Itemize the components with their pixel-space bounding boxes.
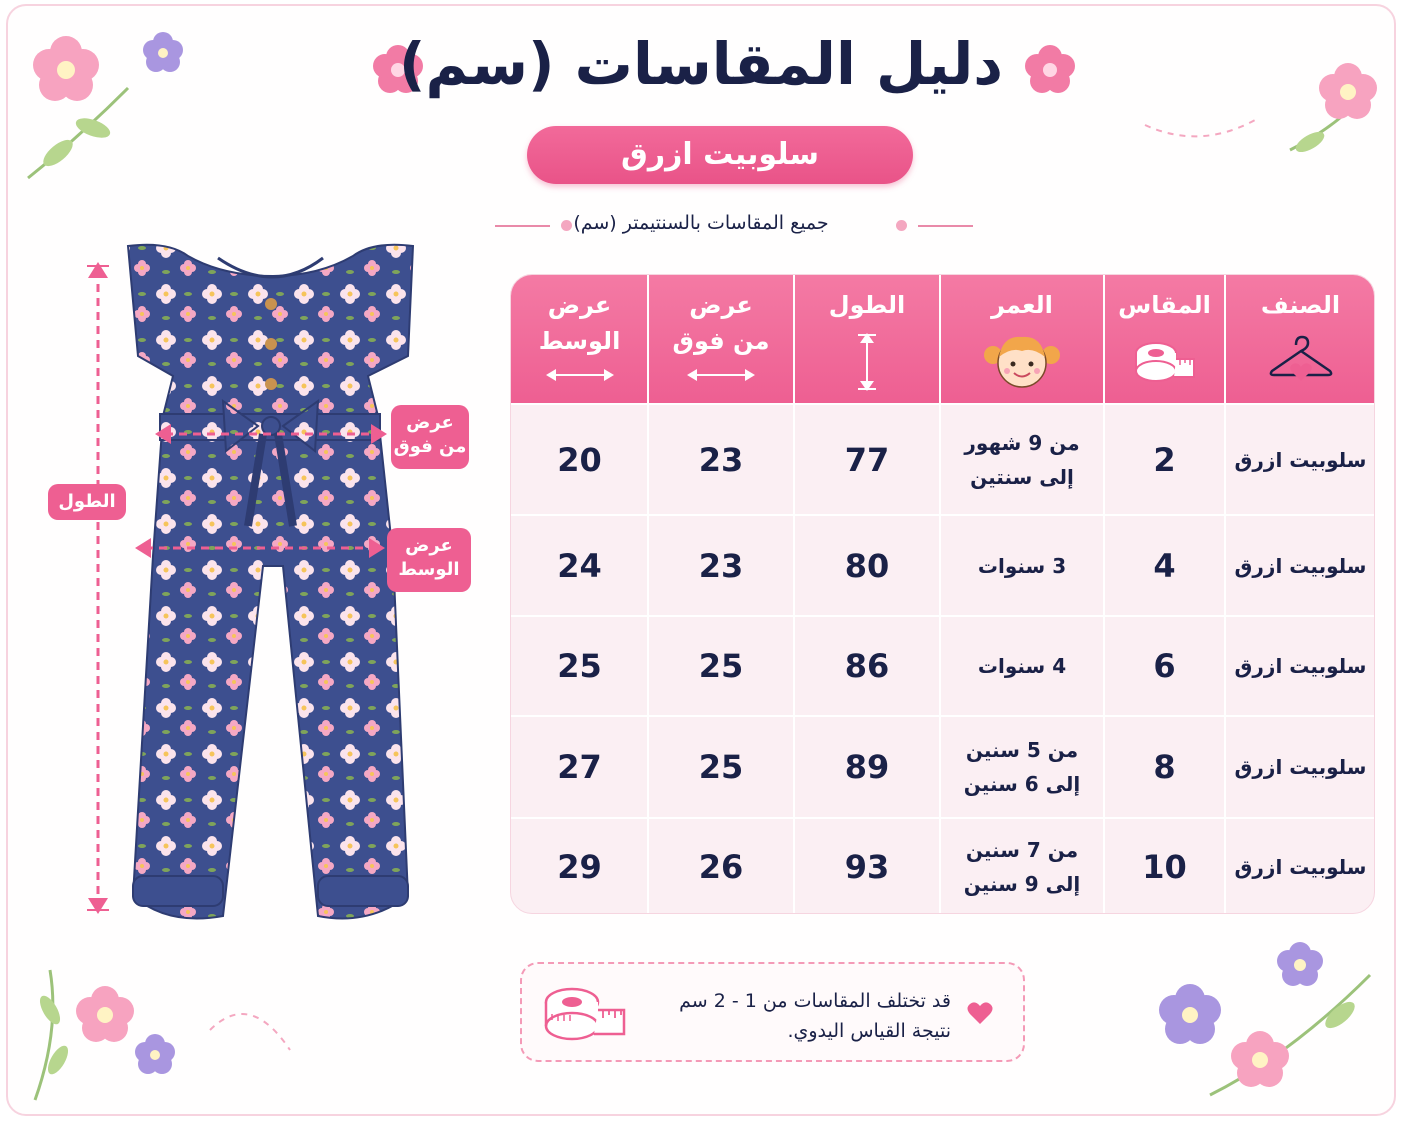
- measurement-tip-box: [520, 962, 1025, 1062]
- horizontal-arrow-icon: [546, 367, 614, 383]
- header-length: [794, 275, 940, 403]
- top-width-cell: 23: [698, 440, 744, 479]
- length-cell: 89: [844, 748, 890, 786]
- size-table: [510, 274, 1375, 914]
- header-line: عرض: [689, 291, 753, 319]
- age-line: 4 سنوات: [977, 654, 1067, 678]
- header-waist-width: [511, 275, 648, 403]
- header-size-label: المقاس: [1118, 291, 1211, 319]
- header-age: [940, 275, 1104, 403]
- header-top-width-label: [648, 287, 794, 359]
- table-row: [511, 615, 1375, 715]
- waist-width-tag-line: الوسط: [398, 559, 460, 580]
- top-width-cell: 25: [698, 647, 744, 685]
- flower-decoration-bottom-right-icon: [1150, 935, 1390, 1105]
- waist-width-tag-line: عرض: [405, 535, 453, 556]
- vertical-arrow-icon: [855, 333, 879, 391]
- length-cell: 80: [844, 546, 890, 585]
- category-cell: سلوبيت ازرق: [1234, 553, 1367, 578]
- top-width-tag-line: عرض: [406, 412, 454, 433]
- age-cell: [940, 819, 1104, 914]
- size-cell: 8: [1153, 748, 1176, 786]
- table-row: [511, 514, 1375, 615]
- category-cell: سلوبيت ازرق: [1234, 654, 1367, 678]
- waist-width-cell: 29: [557, 848, 602, 886]
- waist-width-cell: 25: [557, 647, 602, 685]
- horizontal-arrow-icon: [687, 367, 755, 383]
- size-cell: 6: [1153, 647, 1176, 685]
- table-row: [511, 817, 1375, 914]
- age-cell: [940, 516, 1104, 615]
- age-line: 3 سنوات: [977, 553, 1067, 578]
- top-width-tag-line: من فوق: [393, 436, 467, 457]
- measuring-tape-icon: [542, 984, 628, 1046]
- units-note: جميع المقاسات بالسنتيمتر (سم): [573, 212, 829, 234]
- tip-line: قد تختلف المقاسات من 1 - 2 سم: [679, 990, 951, 1012]
- age-line: إلى سنتين: [970, 464, 1074, 489]
- header-size: [1104, 275, 1225, 403]
- age-line: من 7 سنين: [965, 838, 1079, 862]
- waist-width-cell: 27: [557, 748, 602, 786]
- top-width-cell: 25: [698, 748, 744, 786]
- header-line: الوسط: [538, 327, 621, 355]
- header-line: من فوق: [672, 327, 770, 355]
- length-cell: 77: [844, 440, 890, 479]
- hanger-icon: [1268, 335, 1334, 385]
- category-cell: سلوبيت ازرق: [1234, 755, 1367, 779]
- heart-icon: [967, 1001, 993, 1025]
- divider-dot: [896, 220, 907, 231]
- waist-width-measure-arrow: [135, 536, 385, 560]
- header-age-label: العمر: [991, 291, 1053, 319]
- header-top-width: [648, 275, 794, 403]
- age-line: إلى 6 سنين: [963, 772, 1081, 796]
- age-cell: [940, 617, 1104, 715]
- size-cell: 4: [1153, 546, 1176, 585]
- length-cell: 93: [844, 848, 890, 886]
- header-line: عرض: [547, 291, 612, 319]
- measuring-tape-icon: [1134, 337, 1196, 383]
- age-cell: [940, 405, 1104, 514]
- category-cell: سلوبيت ازرق: [1234, 855, 1367, 879]
- size-cell: 10: [1142, 848, 1187, 886]
- divider: [918, 225, 973, 227]
- girl-face-icon: [983, 331, 1061, 389]
- age-cell: [940, 717, 1104, 817]
- size-cell: 2: [1153, 440, 1176, 479]
- age-line: إلى 9 سنين: [963, 872, 1081, 896]
- page-title: دليل المقاسات (سم): [398, 30, 1004, 98]
- category-cell: سلوبيت ازرق: [1234, 447, 1367, 472]
- age-line: من 9 شهور: [964, 430, 1080, 455]
- header-category: [1225, 275, 1375, 403]
- length-measure-arrow: [85, 262, 111, 914]
- tip-text: [642, 986, 951, 1046]
- product-name-badge: سلوبيت ازرق: [527, 126, 913, 184]
- top-width-tag: [391, 405, 469, 469]
- top-width-measure-arrow: [155, 422, 387, 446]
- header-category-label: الصنف: [1260, 291, 1341, 319]
- header-length-label: الطول: [828, 291, 906, 319]
- length-tag: الطول: [48, 484, 126, 520]
- table-row: [511, 715, 1375, 817]
- waist-width-tag: [387, 528, 471, 592]
- flower-icon: [1020, 40, 1080, 100]
- age-line: من 5 سنين: [965, 738, 1079, 762]
- table-row: [511, 403, 1375, 514]
- table-header: [511, 275, 1375, 403]
- waist-width-cell: 20: [557, 440, 602, 479]
- flower-decoration-bottom-left-icon: [20, 950, 310, 1110]
- top-width-cell: 26: [698, 848, 744, 886]
- top-width-cell: 23: [698, 546, 744, 585]
- waist-width-cell: 24: [557, 546, 602, 585]
- length-cell: 86: [844, 647, 890, 685]
- header-waist-width-label: [511, 287, 648, 359]
- tip-line: نتيجة القياس اليدوي.: [787, 1020, 951, 1042]
